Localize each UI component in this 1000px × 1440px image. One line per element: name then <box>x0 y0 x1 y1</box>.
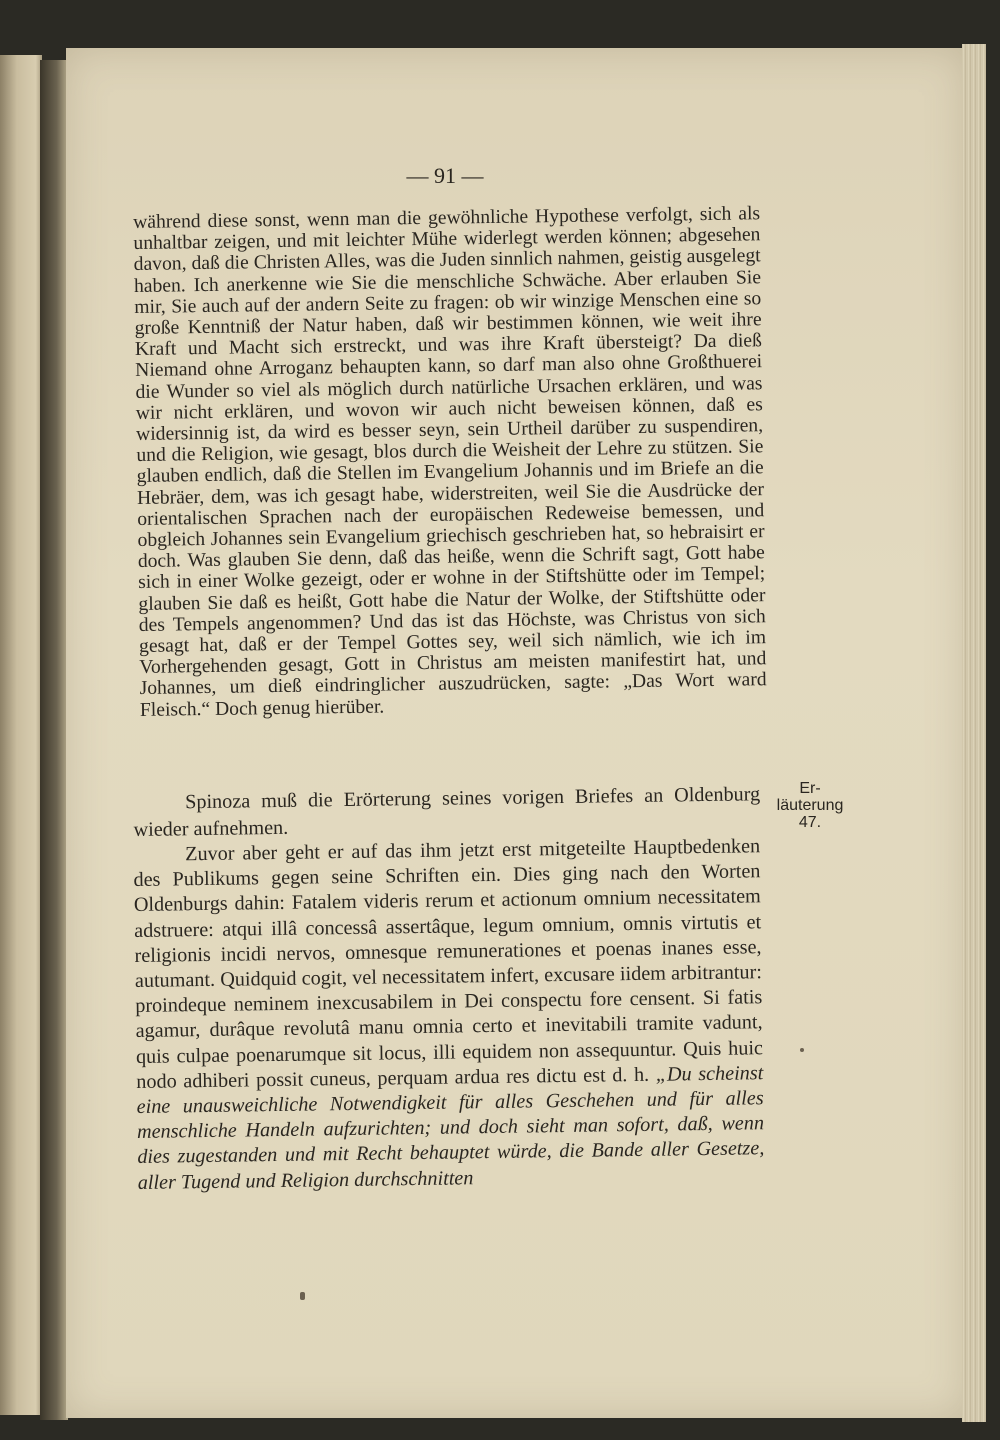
ink-speck <box>300 1292 305 1300</box>
margin-note-line-3: 47. <box>798 814 822 831</box>
ink-speck <box>800 1048 804 1052</box>
paragraph-3-roman: Zuvor aber geht er auf das ihm jetzt erst mitgeteilte Hauptbedenken des Publikums gegen seine Schriften ein. Dies ging nach den Worten Oldenburgs dahin: Fatalem videris rerum et actionum omnium necessitatem adstruere: atqui illâ concessâ assertâque, legum omnium, omnis virtutis et religionis incidi nervos, omnesque remunerationes et poenas inanes esse, autumant. Quidquid cogit, vel necessitatem infert, excusare iidem arbitrantur: proindeque neminem inexcusabilem in Dei conspectu fore censent. Si fatis agamur, durâque revolutâ manu omnia certo et inevitabili tramite vadunt, quis culpae poenarumque sit locus, illi equidem non assequuntur. Quis huic nodo adhiberi possit cuneus, perquam ardua res dictu est d. h. <box>133 835 764 1093</box>
page-number: — 91 — <box>406 163 484 188</box>
paragraph-3 <box>133 834 765 1196</box>
margin-note-line-1: Er- <box>799 780 821 797</box>
page-stack-edge <box>962 44 986 1422</box>
margin-note-line-2: läuterung <box>776 797 844 814</box>
paragraph-1: während diese sonst, wenn man die gewöhnliche Hypothese verfolgt, sich als unhaltbar zeigen, und mit leichter Mühe widerlegt werden können; abgesehen davon, daß die Christen Alles, was die Juden sinnlich nahmen, geistig ausgelegt haben. Ich anerkenne wie Sie die menschliche Schwäche. Aber erlauben Sie mir, Sie auch auf der andern Seite zu fragen: ob wir winzige Menschen eine so große Kenntniß der Natur haben, daß wir bestimmen können, wie weit ihre Kraft und Macht sich erstreckt, und was ihre Kraft übersteigt? Da dieß Niemand ohne Arroganz behaupten kann, so darf man also ohne Großthuerei die Wunder so viel als möglich durch natürliche Ursachen erklären, und was wir nicht erklären, und wovon wir auch nicht beweisen können, daß es widersinnig ist, da wird es besser seyn, sein Urtheil darüber zu suspendiren, und die Religion, wie gesagt, blos durch die Weisheit der Lehre zu stützen. Sie glauben endlich, daß die Stellen im Evangelium Johannis und im Briefe an die Hebräer, dem, was ich gesagt habe, widerstreiten, weil Sie die Ausdrücke der orientalischen Sprachen nach der europäischen Redeweise bemessen, und obgleich Johannes sein Evangelium griechisch geschrieben hat, so hebraisirt er doch. Was glauben Sie denn, daß das heiße, wenn die Schrift sagt, Gott habe sich in einer Wolke gezeigt, oder er wohne in der Stiftshütte oder im Tempel; glauben Sie daß es heißt, Gott habe die Natur der Wolke, der Stiftshütte oder des Tempels angenommen? Und das ist das Höchste, was Christus von sich gesagt hat, daß er der Tempel Gottes sey, weil sich nämlich, wie ich im Vorhergehenden gesagt, Gott in Christus am meisten manifestirt hat, und Johannes, um dieß eindringlicher auszudrücken, sagte: „Das Wort ward Fleisch.“ Doch genug hierüber. <box>133 203 767 721</box>
book-gutter <box>40 60 68 1420</box>
margin-note <box>770 780 850 831</box>
left-page-edge <box>0 55 42 1415</box>
paragraph-3-italic: „Du scheinst eine unausweichliche Notwendigkeit für alles Geschehen und für alles menschliche Handeln aufzurichten; und doch sieht man sofort, daß, wenn dies zugestanden und mit Recht behauptet würde, die Bande aller Gesetze, aller Tugend und Religion durchschnitten <box>136 1062 765 1194</box>
paragraph-2: Spinoza muß die Erörterung seines vorigen Briefes an Oldenburg wieder aufnehmen. <box>133 783 761 841</box>
